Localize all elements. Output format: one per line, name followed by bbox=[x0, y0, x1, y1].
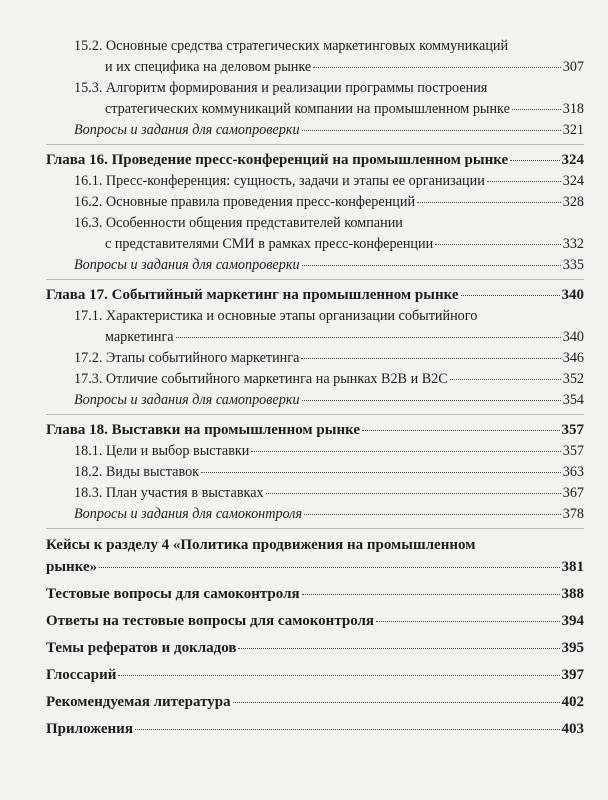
page-number: 340 bbox=[562, 329, 584, 345]
dot-leader bbox=[238, 648, 559, 649]
entry-line: Рекомендуемая литература bbox=[46, 694, 231, 710]
toc-entry-text bbox=[46, 556, 97, 578]
toc-section-entry bbox=[46, 369, 584, 390]
entry-line: Пресс-конференция: сущность, задачи и этапы ее организации bbox=[105, 173, 485, 189]
section-number: 15.2. bbox=[74, 38, 103, 54]
section-number: 18.3. bbox=[74, 485, 103, 501]
toc-entry-text bbox=[74, 171, 485, 192]
entry-line: Глава 16. Проведение пресс-конференций на промышленном рынке bbox=[46, 152, 509, 168]
toc-section-entry bbox=[46, 483, 584, 504]
toc-entry-text bbox=[74, 234, 433, 255]
dot-leader bbox=[302, 265, 561, 266]
entry-line: Ответы на тестовые вопросы для самоконтроля bbox=[46, 613, 375, 629]
section-number: 18.2. bbox=[74, 464, 103, 480]
section-number: 18.1. bbox=[74, 443, 103, 459]
page-number: 340 bbox=[561, 287, 584, 303]
toc-entry-text bbox=[74, 192, 415, 213]
toc-top-entry bbox=[46, 534, 584, 578]
toc-entry-text bbox=[74, 120, 300, 141]
chapter-divider bbox=[46, 414, 584, 415]
entry-line: стратегических коммуникаций компании на промышленном рынке bbox=[105, 101, 510, 117]
toc-entry-text bbox=[74, 390, 300, 411]
page-number: 395 bbox=[561, 640, 584, 656]
section-number: 16.1. bbox=[74, 173, 103, 189]
toc-entry-text bbox=[46, 610, 374, 632]
toc-entry-text bbox=[74, 213, 584, 234]
dot-leader bbox=[302, 130, 561, 131]
toc-top-entry bbox=[46, 637, 584, 659]
chapter-divider bbox=[46, 279, 584, 280]
toc-entry-text bbox=[46, 583, 300, 605]
page-number: 318 bbox=[562, 101, 584, 117]
dot-leader bbox=[417, 202, 561, 203]
dot-leader bbox=[118, 675, 559, 676]
entry-line: Основные средства стратегических маркетинговых коммуникаций bbox=[105, 38, 509, 54]
entry-line: Вопросы и задания для самопроверки bbox=[74, 257, 300, 273]
page-number: 324 bbox=[561, 152, 584, 168]
page-number: 381 bbox=[561, 559, 584, 575]
toc-questions-entry bbox=[46, 390, 584, 411]
toc-chapter-entry bbox=[46, 419, 584, 441]
toc-section-entry bbox=[46, 441, 584, 462]
page-number: 363 bbox=[562, 464, 584, 480]
entry-line: Цели и выбор выставки bbox=[105, 443, 250, 459]
entry-line: Темы рефератов и докладов bbox=[46, 640, 237, 656]
dot-leader bbox=[362, 430, 559, 431]
toc-questions-entry bbox=[46, 120, 584, 141]
entry-line: Тестовые вопросы для самоконтроля bbox=[46, 586, 300, 602]
entry-line: Алгоритм формирования и реализации программы построения bbox=[105, 80, 488, 96]
dot-leader bbox=[301, 358, 560, 359]
page-number: 357 bbox=[561, 422, 584, 438]
entry-line: Виды выставок bbox=[105, 464, 200, 480]
page-number: 403 bbox=[561, 721, 584, 737]
toc-entry-text bbox=[74, 348, 299, 369]
dot-leader bbox=[135, 729, 560, 730]
page-number: 332 bbox=[562, 236, 584, 252]
section-number: 17.3. bbox=[74, 371, 103, 387]
page-number: 346 bbox=[562, 350, 584, 366]
dot-leader bbox=[302, 400, 561, 401]
toc-top-entry bbox=[46, 664, 584, 686]
section-number: 17.1. bbox=[74, 308, 103, 324]
entry-line: и их специфика на деловом рынке bbox=[105, 59, 312, 75]
page-number: 367 bbox=[562, 485, 584, 501]
dot-leader bbox=[99, 567, 559, 568]
toc-top-entry bbox=[46, 610, 584, 632]
dot-leader bbox=[302, 594, 560, 595]
page-number: 397 bbox=[561, 667, 584, 683]
page-number: 324 bbox=[562, 173, 584, 189]
entry-line: рынке» bbox=[46, 559, 98, 575]
dot-leader bbox=[461, 295, 560, 296]
dot-leader bbox=[435, 244, 561, 245]
toc-entry-text bbox=[46, 419, 360, 441]
toc-section-entry bbox=[46, 306, 584, 348]
section-number: 16.2. bbox=[74, 194, 103, 210]
toc-top-entry bbox=[46, 583, 584, 605]
toc-entry-text bbox=[74, 306, 584, 327]
toc-entry-text bbox=[74, 462, 199, 483]
toc-section-entry bbox=[46, 171, 584, 192]
toc-entry-text bbox=[46, 691, 231, 713]
entry-line: Глава 18. Выставки на промышленном рынке bbox=[46, 422, 361, 438]
entry-line: Глоссарий bbox=[46, 667, 117, 683]
dot-leader bbox=[512, 109, 561, 110]
toc-entry-text bbox=[74, 255, 300, 276]
page-number: 328 bbox=[562, 194, 584, 210]
page-number: 321 bbox=[562, 122, 584, 138]
section-divider bbox=[46, 528, 584, 529]
dot-leader bbox=[233, 702, 560, 703]
entry-line: Глава 17. Событийный маркетинг на промышленном рынке bbox=[46, 287, 459, 303]
page-number: 378 bbox=[562, 506, 584, 522]
dot-leader bbox=[487, 181, 561, 182]
entry-line: Вопросы и задания для самопроверки bbox=[74, 392, 300, 408]
toc-entry-text bbox=[46, 637, 236, 659]
entry-line: Особенности общения представителей компании bbox=[105, 215, 403, 231]
table-of-contents bbox=[46, 36, 584, 740]
toc-entry-text bbox=[74, 327, 174, 348]
toc-section-entry bbox=[46, 78, 584, 120]
dot-leader bbox=[304, 514, 561, 515]
toc-entry-text bbox=[46, 718, 133, 740]
page-number: 357 bbox=[562, 443, 584, 459]
entry-line: Этапы событийного маркетинга bbox=[105, 350, 300, 366]
toc-section-entry bbox=[46, 348, 584, 369]
dot-leader bbox=[450, 379, 561, 380]
toc-section-entry bbox=[46, 213, 584, 255]
page-number: 394 bbox=[561, 613, 584, 629]
toc-entry-text bbox=[74, 36, 584, 57]
toc-section-entry bbox=[46, 36, 584, 78]
dot-leader bbox=[510, 160, 559, 161]
page-number: 335 bbox=[562, 257, 584, 273]
entry-line: Характеристика и основные этапы организации событийного bbox=[105, 308, 478, 324]
toc-entry-text bbox=[74, 441, 249, 462]
toc-chapter-entry bbox=[46, 149, 584, 171]
toc-entry-text bbox=[74, 57, 311, 78]
page-number: 388 bbox=[561, 586, 584, 602]
dot-leader bbox=[313, 67, 561, 68]
dot-leader bbox=[251, 451, 560, 452]
toc-questions-entry bbox=[46, 504, 584, 525]
dot-leader bbox=[176, 337, 561, 338]
section-number: 15.3. bbox=[74, 80, 103, 96]
entry-line: Вопросы и задания для самопроверки bbox=[74, 122, 300, 138]
section-number: 16.3. bbox=[74, 215, 103, 231]
toc-top-entry bbox=[46, 718, 584, 740]
toc-entry-text bbox=[46, 284, 459, 306]
toc-section-entry bbox=[46, 192, 584, 213]
page-number: 352 bbox=[562, 371, 584, 387]
toc-entry-text bbox=[74, 99, 510, 120]
entry-line: Отличие событийного маркетинга на рынках B2B и B2C bbox=[105, 371, 448, 387]
toc-entry-text bbox=[46, 149, 508, 171]
page-number: 354 bbox=[562, 392, 584, 408]
toc-questions-entry bbox=[46, 255, 584, 276]
toc-entry-text bbox=[74, 504, 302, 525]
toc-chapter-entry bbox=[46, 284, 584, 306]
entry-line: План участия в выставках bbox=[105, 485, 264, 501]
toc-entry-text bbox=[74, 483, 264, 504]
toc-entry-text bbox=[74, 369, 448, 390]
dot-leader bbox=[201, 472, 561, 473]
entry-line: маркетинга bbox=[105, 329, 174, 345]
dot-leader bbox=[376, 621, 559, 622]
section-number: 17.2. bbox=[74, 350, 103, 366]
page-number: 307 bbox=[562, 59, 584, 75]
chapter-divider bbox=[46, 144, 584, 145]
toc-entry-text bbox=[46, 534, 584, 556]
page-number: 402 bbox=[561, 694, 584, 710]
toc-section-entry bbox=[46, 462, 584, 483]
entry-line: с представителями СМИ в рамках пресс-конференции bbox=[105, 236, 434, 252]
toc-entry-text bbox=[74, 78, 584, 99]
entry-line: Приложения bbox=[46, 721, 133, 737]
dot-leader bbox=[266, 493, 561, 494]
entry-line: Вопросы и задания для самоконтроля bbox=[74, 506, 303, 522]
entry-line: Кейсы к разделу 4 «Политика продвижения на промышленном bbox=[46, 537, 476, 553]
entry-line: Основные правила проведения пресс-конференций bbox=[105, 194, 416, 210]
toc-top-entry bbox=[46, 691, 584, 713]
toc-entry-text bbox=[46, 664, 116, 686]
